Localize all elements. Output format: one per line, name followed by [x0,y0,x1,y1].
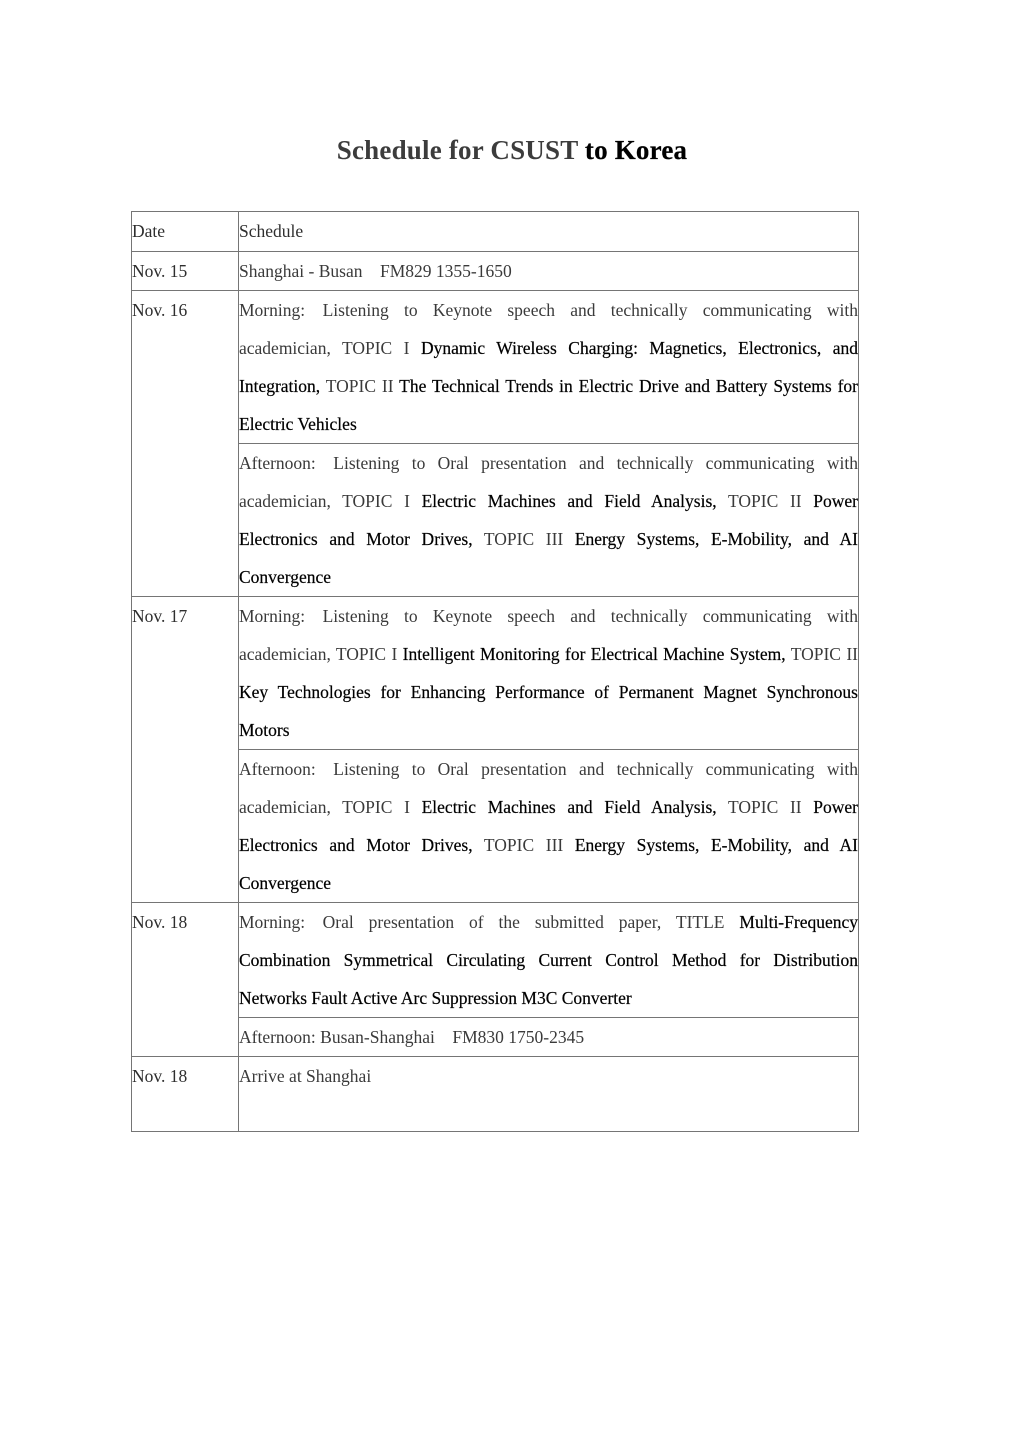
table-row [132,291,859,444]
schedule-text: Morning: Listening to Keynote speech and technically communicating with academician, TOPIC I [239,606,858,664]
date-cell: Nov. 18 [132,903,239,1057]
header-schedule: Schedule [239,212,859,252]
topic-emphasis-text: Energy Systems, E-Mobility, and AI Convergence [239,529,858,587]
schedule-text: TOPIC II [716,491,814,511]
schedule-cell [239,252,859,291]
schedule-text: TOPIC III [472,835,575,855]
schedule-paragraph [239,750,858,902]
table-header-row [132,212,859,252]
schedule-paragraph [239,252,858,290]
date-cell: Nov. 17 [132,597,239,903]
topic-emphasis-text: Energy Systems, E-Mobility, and AI Convergence [239,835,858,893]
topic-emphasis-text: Power Electronics and Motor Drives, [239,491,859,549]
topic-emphasis-text: Electric Machines and Field Analysis, [421,797,717,817]
schedule-cell [239,903,859,1018]
header-date: Date [132,212,239,252]
schedule-cell [239,444,859,597]
schedule-paragraph [239,903,858,1017]
schedule-text: TOPIC III [472,529,575,549]
schedule-text: TOPIC II [785,644,858,664]
schedule-paragraph [239,1057,858,1095]
schedule-paragraph [239,291,858,443]
schedule-text: TOPIC II [716,797,814,817]
date-cell: Nov. 18 [132,1057,239,1132]
schedule-text: Afternoon: Listening to Oral presentation and technically communicating with academician, TOPIC I [239,453,858,511]
topic-emphasis-text: Key Technologies for Enhancing Performance of Permanent Magnet Synchronous Motors [239,682,858,740]
topic-emphasis-text: The Technical Trends in Electric Drive and Battery Systems for Electric Vehicles [239,376,858,434]
schedule-text: Morning: Listening to Keynote speech and technically communicating with academician, TOPIC I [239,300,858,358]
schedule-cell [239,597,859,750]
schedule-text: Afternoon: Listening to Oral presentation and technically communicating with academician, TOPIC I [239,759,858,817]
schedule-text: Schedule for CSUST [336,135,585,165]
schedule-text: Morning: Oral presentation of the submitted paper, TITLE [239,912,740,932]
schedule-cell [239,750,859,903]
table-row [132,597,859,750]
table-row [132,1057,859,1132]
topic-emphasis-text: Power Electronics and Motor Drives, [239,797,859,855]
schedule-cell [239,1018,859,1057]
schedule-table [131,211,859,1132]
table-row [132,750,859,903]
schedule-text: TOPIC II [320,376,400,396]
topic-emphasis-text: to Korea [584,135,688,165]
schedule-cell [239,291,859,444]
schedule-cell [239,1057,859,1132]
topic-emphasis-text: Dynamic Wireless Charging: Magnetics, Electronics, and Integration, [239,338,858,396]
schedule-text: Afternoon: Busan-Shanghai FM830 1750-2345 [239,1027,585,1047]
table-row [132,1018,859,1057]
schedule-text: Arrive at Shanghai [239,1066,372,1086]
date-cell: Nov. 16 [132,291,239,597]
topic-emphasis-text: Electric Machines and Field Analysis, [421,491,717,511]
topic-emphasis-text: Multi-Frequency Combination Symmetrical Circulating Current Control Method for Distribution Networks Fault Active Arc Suppression M3C Converter [239,912,858,1008]
table-row [132,903,859,1018]
topic-emphasis-text: Intelligent Monitoring for Electrical Machine System, [402,644,786,664]
table-row [132,444,859,597]
schedule-paragraph [239,597,858,749]
date-cell: Nov. 15 [132,252,239,291]
schedule-paragraph [239,444,858,596]
page-title [0,0,1024,166]
schedule-text: Shanghai - Busan FM829 1355-1650 [239,261,512,281]
schedule-paragraph [239,1018,858,1056]
table-row [132,252,859,291]
